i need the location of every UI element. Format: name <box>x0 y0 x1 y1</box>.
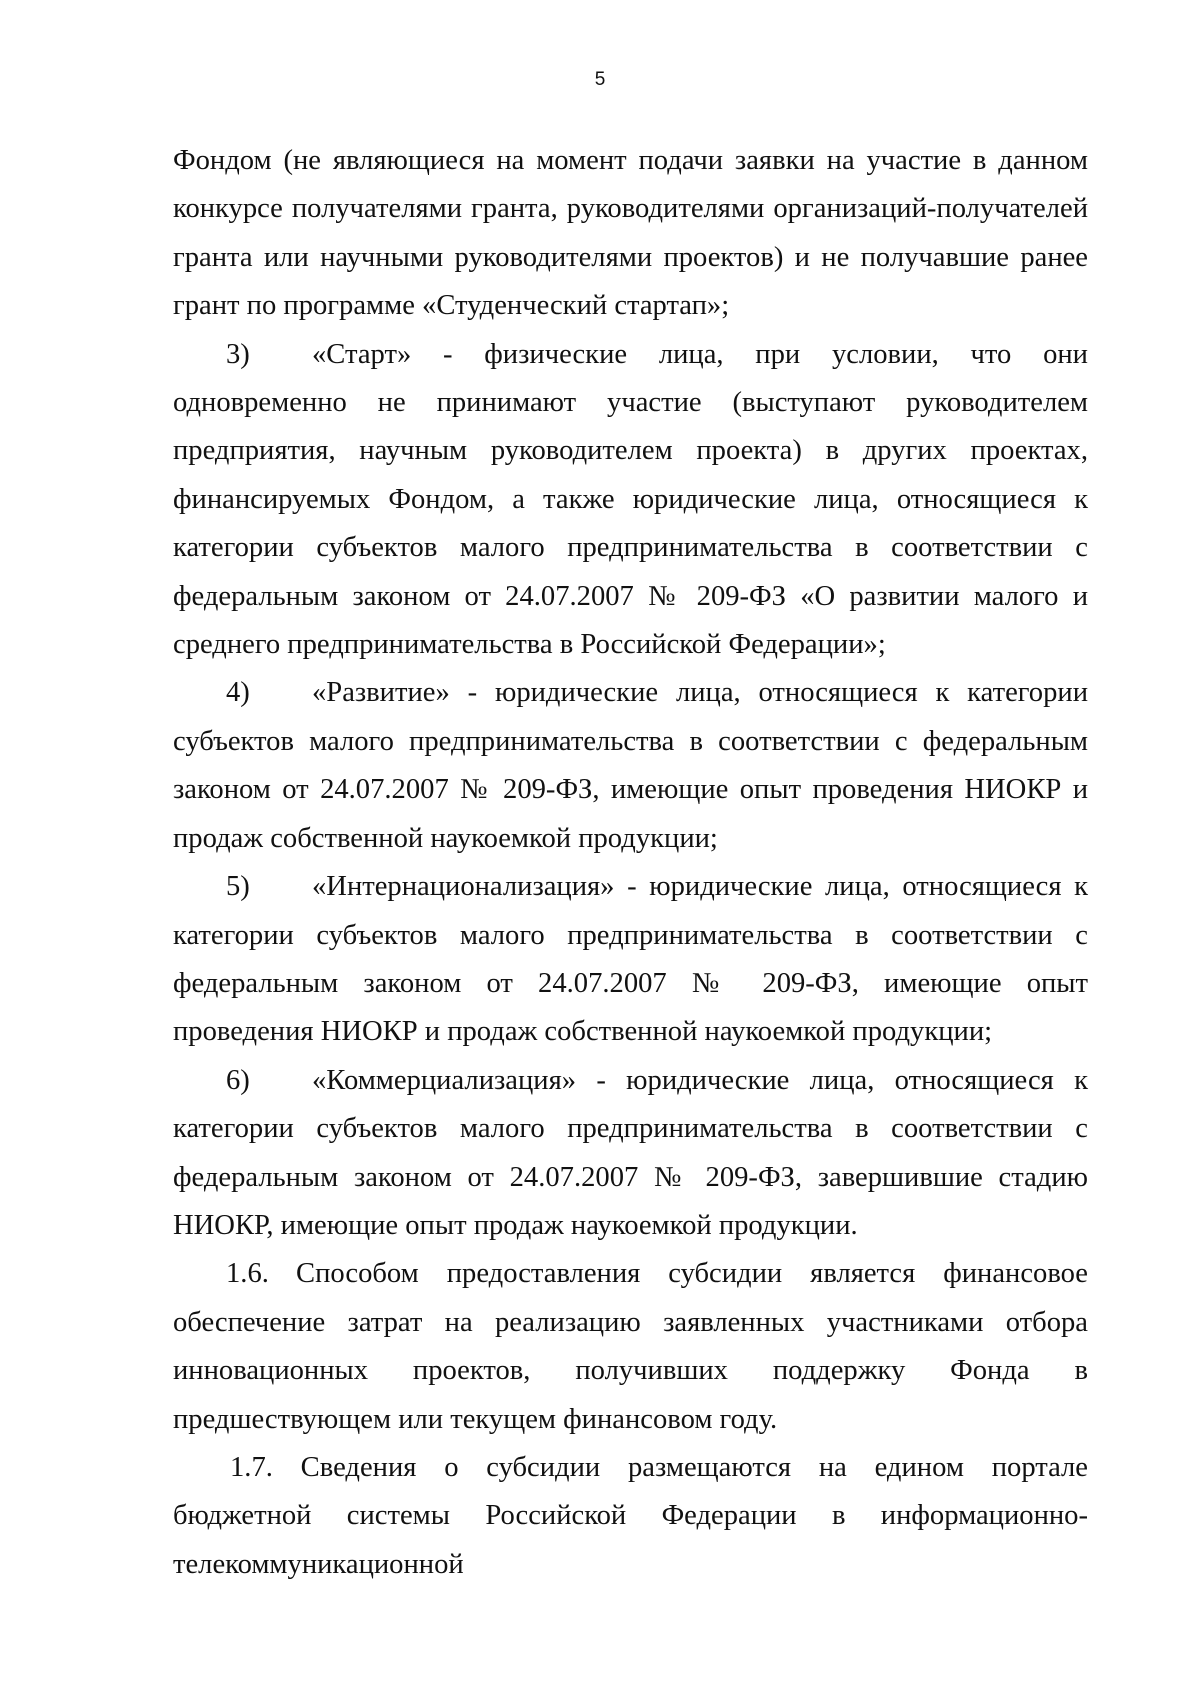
section-1-7 <box>173 1444 1088 1589</box>
section-1-6 <box>173 1250 1088 1444</box>
list-item-text: «Интернационализация» - юридические лица, относящиеся к категории субъектов малого предпринимательства в соответствии с федеральным законом от 24.07.2007 № 209-ФЗ, имеющие опыт проведения НИОКР и продаж собственной наукоемкой продукции; <box>173 871 1088 1048</box>
list-item-number: 6) <box>226 1064 250 1096</box>
list-item-development <box>173 669 1088 863</box>
list-item-number: 5) <box>226 871 250 903</box>
page-number: 5 <box>594 69 606 90</box>
list-item-text: «Развитие» - юридические лица, относящиеся к категории субъектов малого предпринимательства в соответствии с федеральным законом от 24.07.2007 № 209-ФЗ, имеющие опыт проведения НИОКР и продаж собственной наукоемкой продукции; <box>173 677 1088 854</box>
section-number: 1.6. <box>226 1258 269 1290</box>
list-item-text: «Коммерциализация» - юридические лица, относящиеся к категории субъектов малого предпринимательства в соответствии с федеральным законом от 24.07.2007 № 209-ФЗ, завершившие стадию НИОКР, имеющие опыт продаж наукоемкой продукции. <box>173 1064 1088 1241</box>
list-item-start <box>173 331 1088 670</box>
paragraph-continuation <box>173 137 1088 331</box>
list-item-text: «Старт» - физические лица, при условии, что они одновременно не принимают участие (выступают руководителем предприятия, научным руководителем проекта) в других проектах, финансируемых Фондом, а также юридические лица, относящиеся к категории субъектов малого предпринимательства в соответствии с федеральным законом от 24.07.2007 № 209-ФЗ «О развитии малого и среднего предпринимательства в Российской Федерации»; <box>173 338 1088 661</box>
paragraph-text: Фондом (не являющиеся на момент подачи заявки на участие в данном конкурсе получателями гранта, руководителями организаций-получателей гранта или научными руководителями проектов) и не получавшие ранее грант по программе «Студенческий стартап»; <box>173 145 1088 322</box>
document-body <box>173 137 1088 1589</box>
section-text: 1.7. Сведения о субсидии размещаются на едином портале бюджетной системы Российской Федерации в информационно-телекоммуникационной <box>173 1451 1088 1580</box>
list-item-number: 4) <box>226 677 250 709</box>
section-text: Способом предоставления субсидии является финансовое обеспечение затрат на реализацию заявленных участниками отбора инновационных проектов, получивших поддержку Фонда в предшествующем или текущем финансовом году. <box>173 1258 1088 1435</box>
list-item-internationalization <box>173 863 1088 1057</box>
list-item-number: 3) <box>226 338 250 370</box>
list-item-commercialization <box>173 1057 1088 1251</box>
